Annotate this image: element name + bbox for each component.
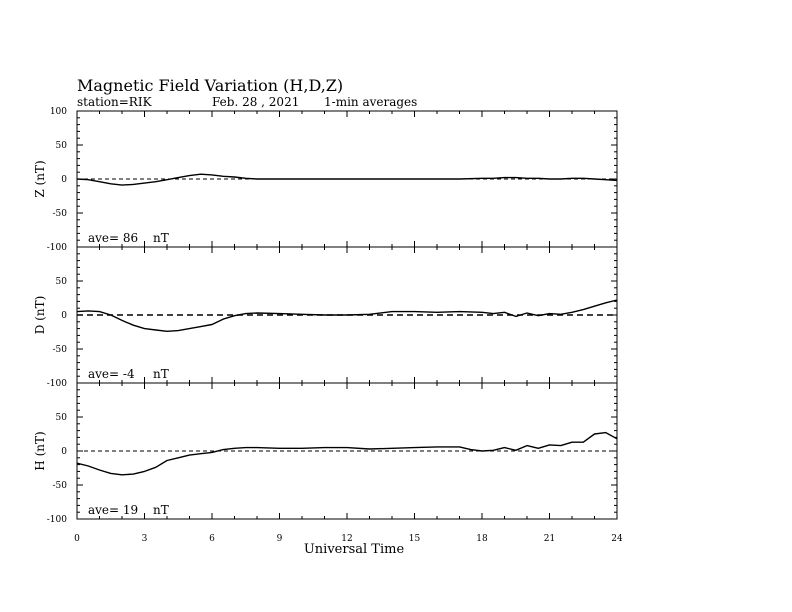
y-axis-label: Z (nT) — [33, 160, 47, 198]
x-tick-label: 12 — [341, 534, 353, 544]
y-tick-label: -50 — [52, 481, 67, 491]
x-tick-label: 3 — [141, 534, 148, 544]
ave-label: ave= -4 — [88, 367, 135, 381]
panels-group — [33, 107, 617, 525]
series-line — [77, 433, 617, 475]
y-tick-label: -100 — [46, 243, 67, 253]
x-tick-label: 21 — [543, 534, 556, 544]
y-tick-label: -100 — [46, 515, 67, 525]
x-tick-label: 24 — [611, 534, 623, 544]
y-tick-label: 0 — [61, 311, 67, 321]
ave-label: ave= 19 — [88, 503, 139, 517]
y-axis-label: D (nT) — [33, 295, 47, 335]
y-tick-label: 50 — [55, 413, 67, 423]
y-tick-label: -50 — [52, 209, 67, 219]
y-tick-label: 0 — [61, 175, 67, 185]
ave-unit-label: nT — [153, 367, 169, 381]
y-tick-label: 50 — [55, 277, 67, 287]
x-tick-label: 6 — [209, 534, 215, 544]
y-tick-label: 50 — [55, 141, 67, 151]
y-tick-label: 100 — [49, 107, 67, 117]
station-label: station=RIK — [77, 95, 152, 109]
y-tick-label: -100 — [46, 379, 67, 389]
panel-1 — [33, 247, 617, 389]
x-tick-label: 0 — [74, 534, 80, 544]
ave-unit-label: nT — [153, 231, 169, 245]
ave-label: ave= 86 — [88, 231, 139, 245]
x-tick-label: 18 — [476, 534, 488, 544]
panel-2 — [33, 383, 617, 525]
date-label: Feb. 28 , 2021 — [212, 95, 300, 109]
x-tick-label: 9 — [276, 534, 283, 544]
panel-0 — [33, 107, 617, 253]
x-axis-label: Universal Time — [303, 542, 405, 557]
series-line — [77, 174, 617, 185]
chart-title: Magnetic Field Variation (H,D,Z) — [77, 76, 344, 95]
y-tick-label: -50 — [52, 345, 67, 355]
x-tick-label: 15 — [408, 534, 421, 544]
y-axis-label: H (nT) — [33, 431, 47, 471]
averages-label: 1-min averages — [324, 95, 418, 109]
y-tick-label: 0 — [61, 447, 67, 457]
ave-unit-label: nT — [153, 503, 169, 517]
